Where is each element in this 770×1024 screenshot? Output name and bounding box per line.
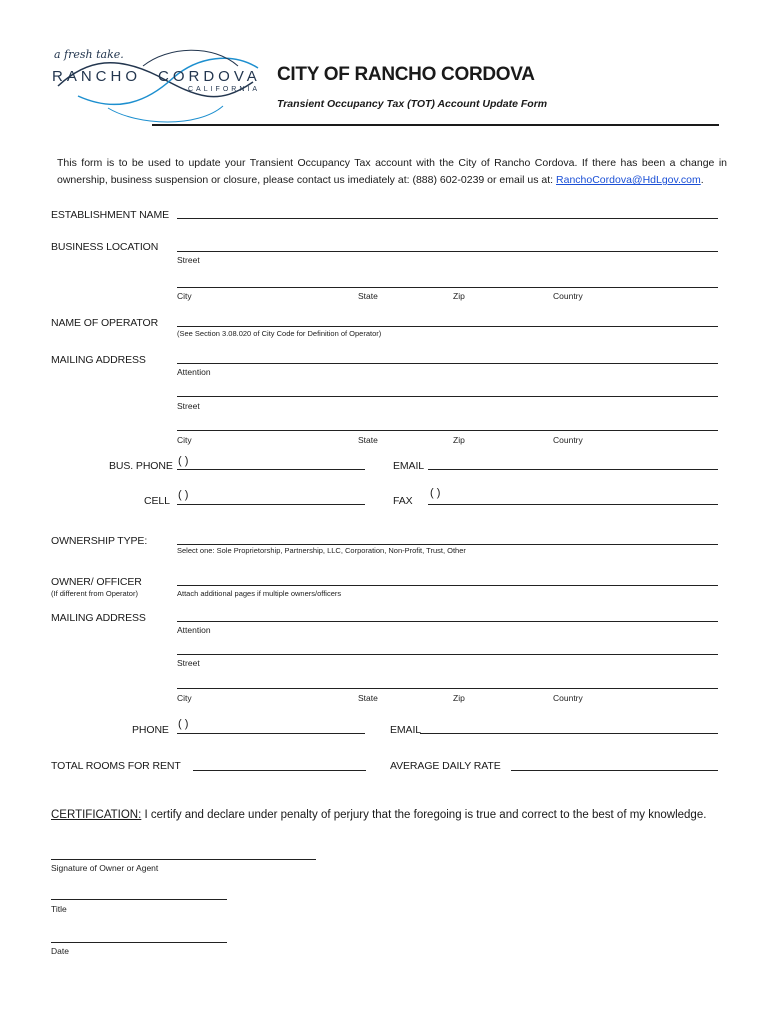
logo-state: CALIFORNIA (188, 86, 261, 93)
country-sublabel: Country (553, 693, 583, 703)
city-sublabel: City (177, 291, 192, 301)
intro-paragraph: This form is to be used to update your Transient Occupancy Tax account with the City of Rancho Cordova. If there has been a change in ownership, business suspension or closure, please contact us imediately at: (888) 602-0239 or email us at: RanchoCordova@HdLgov.com. (57, 157, 727, 186)
owner-mailing-city-field[interactable] (177, 688, 718, 689)
zip-sublabel: Zip (453, 291, 465, 301)
street-sublabel: Street (177, 255, 200, 265)
zip-sublabel: Zip (453, 435, 465, 445)
operator-note: (See Section 3.08.020 of City Code for Definition of Operator) (177, 329, 382, 338)
logo-word-cordova: CORDOVA (158, 68, 261, 85)
owner-officer-note: (If different from Operator) (51, 589, 138, 598)
city-logo (48, 46, 268, 130)
operator-name-field[interactable] (177, 326, 718, 327)
fax-label: FAX (393, 495, 413, 507)
name-of-operator-label: NAME OF OPERATOR (51, 317, 159, 329)
logo-word-rancho: RANCHO (52, 68, 142, 85)
city-sublabel: City (177, 693, 192, 703)
certification-heading: CERTIFICATION: (51, 809, 142, 821)
phone-area-code-mask: ( ) (178, 455, 189, 467)
business-city-field[interactable] (177, 287, 718, 288)
form-subtitle: Transient Occupancy Tax (TOT) Account Update Form (277, 98, 548, 110)
owner-mailing-address-label: MAILING ADDRESS (51, 612, 146, 624)
owner-email-label: EMAIL (390, 724, 422, 736)
owner-phone-area-code-mask: ( ) (178, 718, 189, 730)
establishment-name-label: ESTABLISHMENT NAME (51, 209, 170, 221)
ownership-type-field[interactable] (177, 544, 718, 545)
signature-label: Signature of Owner or Agent (51, 863, 159, 873)
header-divider (152, 124, 719, 126)
total-rooms-label: TOTAL ROOMS FOR RENT (51, 760, 181, 772)
establishment-name-field[interactable] (177, 218, 718, 219)
contact-email-link[interactable]: RanchoCordova@HdLgov.com (556, 174, 701, 186)
bus-phone-label: BUS. PHONE (109, 460, 173, 472)
email-label: EMAIL (393, 460, 425, 472)
date-field[interactable] (51, 942, 227, 943)
mailing-attention-field[interactable] (177, 363, 718, 364)
email-field[interactable] (428, 469, 718, 470)
phone-label: PHONE (132, 724, 169, 736)
mailing-city-field[interactable] (177, 430, 718, 431)
ownership-type-note: Select one: Sole Proprietorship, Partnership, LLC, Corporation, Non-Profit, Trust, Other (177, 546, 466, 555)
street-sublabel: Street (177, 658, 200, 668)
ownership-type-label: OWNERSHIP TYPE: (51, 535, 148, 547)
owner-officer-field[interactable] (177, 585, 718, 586)
state-sublabel: State (358, 693, 378, 703)
owner-mailing-street-field[interactable] (177, 654, 718, 655)
state-sublabel: State (358, 435, 378, 445)
zip-sublabel: Zip (453, 693, 465, 703)
cell-label: CELL (144, 495, 170, 507)
title-label: Title (51, 904, 67, 914)
business-location-label: BUSINESS LOCATION (51, 241, 159, 253)
certification-statement: CERTIFICATION: I certify and declare under penalty of perjury that the foregoing is true and correct to the best of my knowledge. (51, 809, 707, 821)
owner-officer-label: OWNER/ OFFICER (51, 576, 142, 588)
signature-field[interactable] (51, 859, 316, 860)
cell-field[interactable] (177, 504, 365, 505)
city-sublabel: City (177, 435, 192, 445)
business-street-field[interactable] (177, 251, 718, 252)
average-daily-rate-label: AVERAGE DAILY RATE (390, 760, 501, 772)
average-daily-rate-field[interactable] (511, 770, 718, 771)
attention-sublabel: Attention (177, 367, 211, 377)
cell-area-code-mask: ( ) (178, 489, 189, 501)
mailing-street-field[interactable] (177, 396, 718, 397)
mailing-address-label: MAILING ADDRESS (51, 354, 146, 366)
owner-mailing-attention-field[interactable] (177, 621, 718, 622)
state-sublabel: State (358, 291, 378, 301)
country-sublabel: Country (553, 291, 583, 301)
fax-area-code-mask: ( ) (430, 487, 441, 499)
fax-field[interactable] (428, 504, 718, 505)
page-title: CITY OF RANCHO CORDOVA (277, 64, 535, 85)
date-label: Date (51, 946, 69, 956)
owner-email-field[interactable] (420, 733, 718, 734)
attention-sublabel: Attention (177, 625, 211, 635)
logo-tagline: a fresh take. (54, 48, 124, 61)
bus-phone-field[interactable] (177, 469, 365, 470)
street-sublabel: Street (177, 401, 200, 411)
attach-pages-note: Attach additional pages if multiple owners/officers (177, 589, 342, 598)
country-sublabel: Country (553, 435, 583, 445)
owner-phone-field[interactable] (177, 733, 365, 734)
title-field[interactable] (51, 899, 227, 900)
total-rooms-field[interactable] (193, 770, 366, 771)
